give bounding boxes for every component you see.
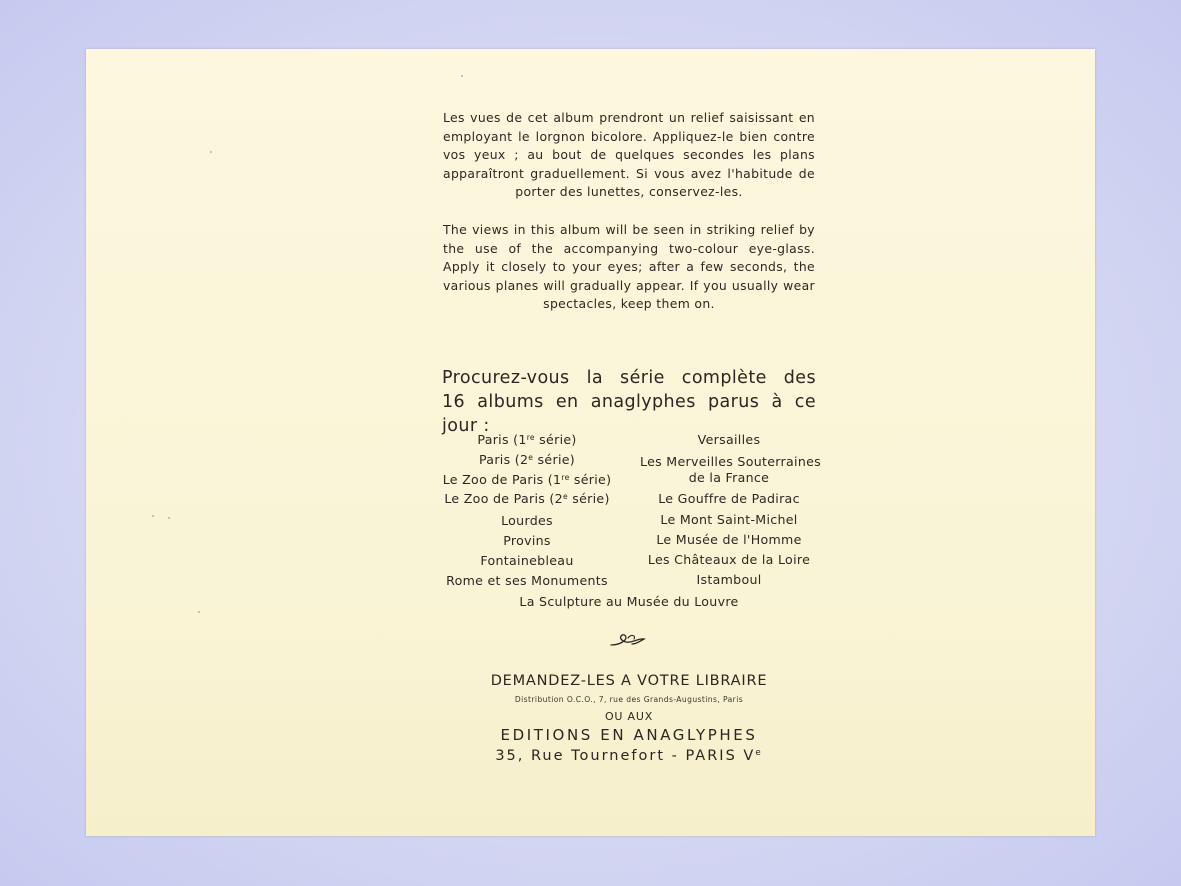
flourish-ornament-icon — [610, 630, 646, 650]
list-item: Paris (2e série) — [478, 452, 576, 467]
series-heading — [442, 366, 816, 438]
list-item: de la France — [688, 470, 770, 485]
publisher-address: 35, Rue Tournefort - PARIS Ve — [495, 748, 763, 764]
list-item: Le Zoo de Paris (2e série) — [444, 491, 610, 506]
ask-bookseller-line: DEMANDEZ-LES A VOTRE LIBRAIRE — [490, 673, 768, 689]
publisher-name: EDITIONS EN ANAGLYPHES — [500, 726, 758, 744]
list-item: Rome et ses Monuments — [446, 573, 608, 588]
list-item: Le Musée de l'Homme — [656, 532, 802, 547]
series-heading-line-2: 16 albums en anaglyphes parus à ce jour : — [442, 392, 816, 436]
paper-speck — [210, 151, 212, 153]
list-item: Provins — [503, 533, 551, 548]
list-item: Versailles — [697, 432, 761, 447]
list-item: Le Mont Saint-Michel — [660, 512, 798, 527]
series-heading-line-1: Procurez-vous la série complète des — [442, 368, 816, 388]
intro-french-paragraph: Les vues de cet album prendront un relief saisissant en employant le lorgnon bicolore. Appliquez-le bien contre vos yeux ; au bout de quelques secondes les plans apparaîtront graduellement. Si vous avez l'habitude de porter des lunettes, conservez-les. — [443, 110, 815, 200]
list-item-last: La Sculpture au Musée du Louvre — [519, 594, 739, 609]
paper-speck — [168, 517, 170, 519]
paper-speck — [198, 611, 200, 613]
intro-english-paragraph: The views in this album will be seen in striking relief by the use of the accompanying two-colour eye-glass. Apply it closely to your eyes; after a few seconds, the various planes will gradually appear. If you usually wear spectacles, keep them on. — [443, 222, 815, 312]
or-line: OU AUX — [604, 710, 654, 723]
list-item: Les Châteaux de la Loire — [647, 552, 811, 567]
paper-speck — [152, 515, 154, 517]
paper-speck — [461, 75, 463, 77]
list-item: Fontainebleau — [480, 553, 574, 568]
list-item: Lourdes — [501, 513, 553, 528]
list-item: Paris (1re série) — [477, 432, 577, 447]
list-item: Le Zoo de Paris (1re série) — [442, 472, 612, 487]
list-item: Le Gouffre de Padirac — [658, 491, 800, 506]
list-item: Istamboul — [696, 572, 762, 587]
list-item: Les Merveilles Souterraines — [640, 454, 822, 469]
distribution-line: Distribution O.C.O., 7, rue des Grands-Augustins, Paris — [514, 695, 744, 704]
